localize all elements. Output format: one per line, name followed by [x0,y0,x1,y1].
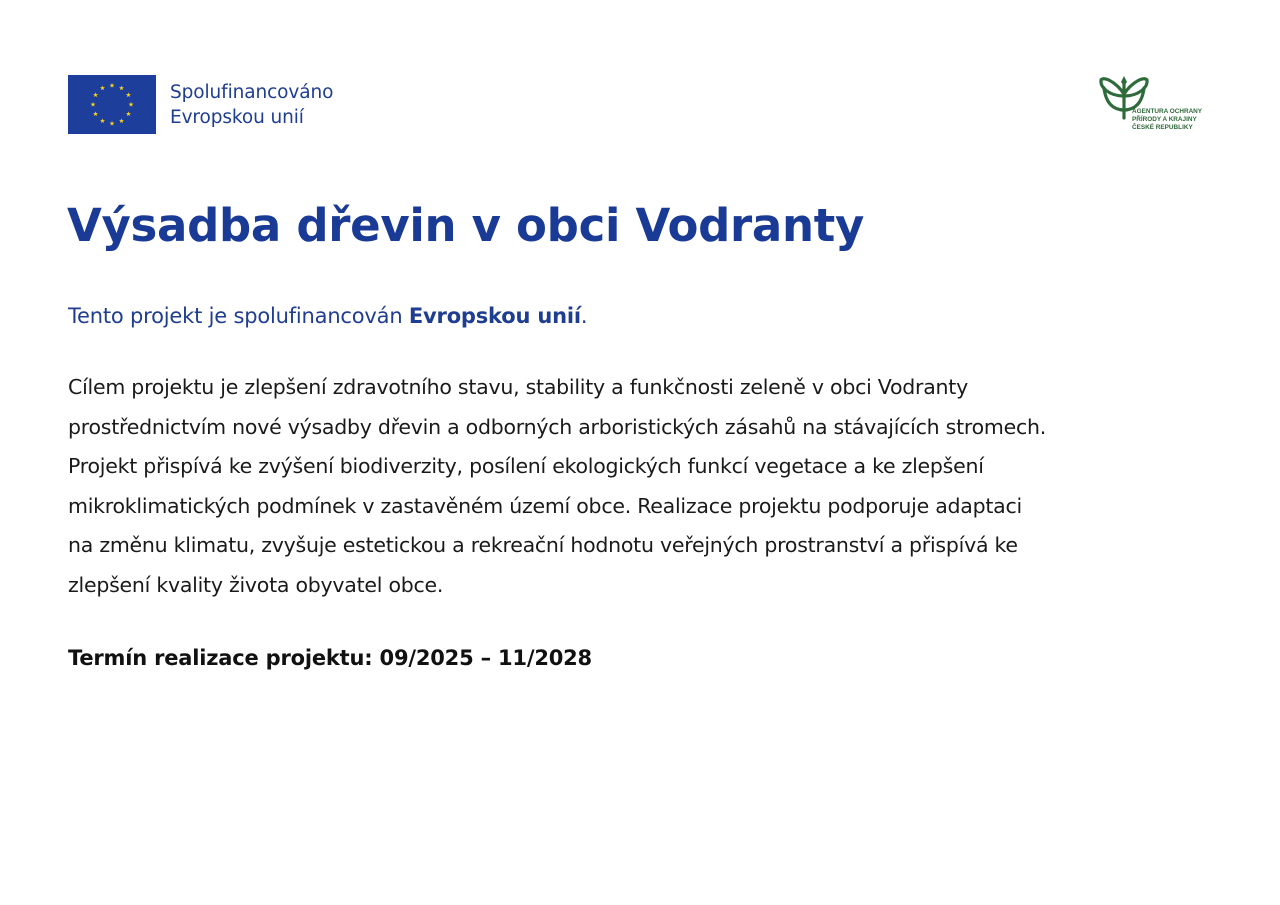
project-description [68,368,1218,606]
description-line: prostřednictvím nové výsadby dřevin a odborných arboristických zásahů na stávajících stromech. [68,414,1046,439]
eu-flag-icon [68,75,156,134]
aopk-line1: AGENTURA OCHRANY [1132,108,1203,115]
eu-logo-line2: Evropskou unií [170,106,304,128]
aopk-line2: PŘÍRODY A KRAJINY [1132,116,1197,123]
page-title: Výsadba dřevin v obci Vodranty [67,199,864,252]
cofinancing-statement [68,300,587,332]
intro-suffix: . [580,304,588,328]
aopk-logo-text [1132,108,1202,132]
eu-cofinancing-logo [68,75,333,134]
intro-eu-bold: Evropskou unií [408,304,581,328]
description-line: Projekt přispívá ke zvýšení biodiverzity, posílení ekologických funkcí vegetace a ke zlepšení [68,454,984,479]
description-line: na změnu klimatu, zvyšuje estetickou a rekreační hodnotu veřejných prostranství a přispívá ke [68,533,1018,558]
eu-logo-line1: Spolufinancováno [170,81,334,103]
description-line: Cílem projektu je zlepšení zdravotního stavu, stability a funkčnosti zeleně v obci Vodranty [68,375,968,399]
aopk-line3: ČESKÉ REPUBLIKY [1132,124,1193,131]
intro-prefix: Tento projekt je spolufinancován [68,304,409,328]
eu-logo-text [170,80,333,130]
description-line: mikroklimatických podmínek v zastavěném území obce. Realizace projektu podporuje adaptaci [68,493,1022,518]
description-line: zlepšení kvality života obyvatel obce. [68,572,444,597]
aopk-logo [1098,74,1218,140]
project-term: Termín realizace projektu: 09/2025 – 11/2028 [68,646,592,670]
